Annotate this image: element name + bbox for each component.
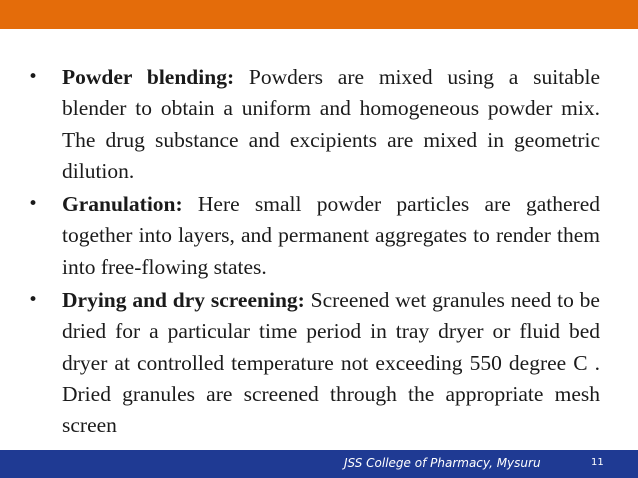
bullet-granulation — [24, 189, 600, 283]
bullet-dot-icon: • — [28, 67, 39, 87]
slide-content — [24, 62, 600, 444]
bullet-text: Powders are mixed using a suitable blender to obtain a uniform and homogeneous powder mix. The drug substance and excipients are mixed in geometric dilution. — [62, 65, 601, 183]
bullet-term: Drying and dry screening: — [62, 288, 305, 313]
footer-bar — [0, 450, 638, 478]
bullet-dot-icon: • — [28, 194, 39, 215]
bullet-drying-screening — [24, 285, 600, 441]
bullet-dot-icon: • — [28, 290, 39, 311]
bullet-term: Powder blending: — [62, 65, 235, 89]
top-accent-bar — [0, 0, 638, 29]
bullet-term: Granulation: — [62, 192, 183, 217]
bullet-powder-blending — [24, 62, 600, 187]
bullet-text: Here small powder particles are gathered together into layers, and permanent aggregates to render them into free-flowing states. — [62, 192, 600, 279]
footer-institution: JSS College of Pharmacy, Mysuru — [344, 456, 541, 470]
page-number: 11 — [591, 457, 604, 468]
bullet-text: Screened wet granules need to be dried for a particular time period in tray dryer or fluid bed dryer at controlled temperature not exceeding 550 degree C . Dried granules are screened through the appropriate mesh screen — [62, 288, 600, 438]
